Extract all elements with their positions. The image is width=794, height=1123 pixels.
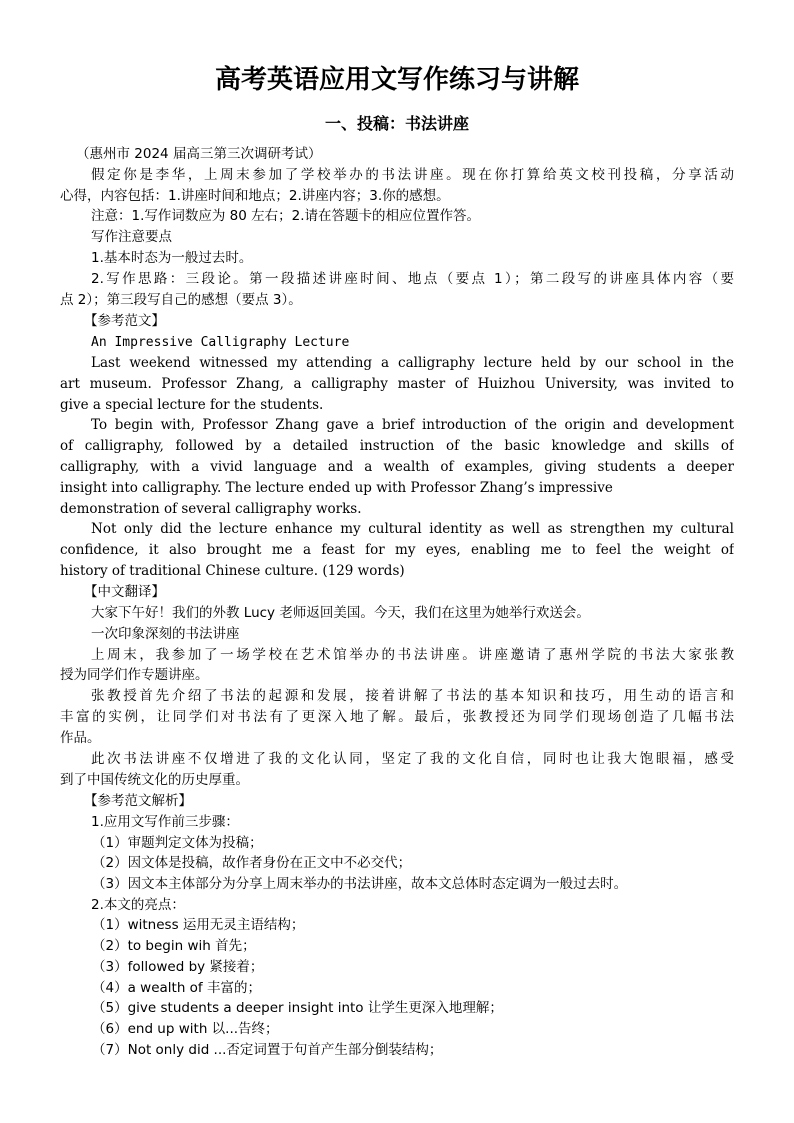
- sample-line: demonstration of several calligraphy works.: [60, 501, 362, 517]
- sample-line: confidence, it also brought me a feast for my eyes, enabling me to feel the weight of: [60, 542, 734, 558]
- analysis-heading: 【参考范文解析】: [84, 793, 192, 809]
- prompt-note: 注意：1.写作词数应为 80 左右；2.请在答题卡的相应位置作答。: [91, 208, 481, 224]
- sample-line: Last weekend witnessed my attending a calligraphy lecture held by our school in the: [91, 355, 734, 371]
- prompt-line: 假定你是李华，上周末参加了学校举办的书法讲座。现在你打算给英文校刊投稿，分享活动: [91, 167, 734, 183]
- source-note: （惠州市 2024 届高三第三次调研考试）: [76, 146, 322, 162]
- prompt-line: 心得，内容包括：1.讲座时间和地点；2.讲座内容；3.你的感想。: [60, 188, 450, 204]
- analysis-highlight: （1）witness 运用无灵主语结构；: [92, 917, 305, 933]
- translation-line: 此次书法讲座不仅增进了我的文化认同，坚定了我的文化自信，同时也让我大饱眼福，感受: [91, 751, 734, 767]
- key-point: 1.基本时态为一般过去时。: [91, 250, 253, 266]
- sample-line: insight into calligraphy. The lecture ended up with Professor Zhang’s impressive: [60, 480, 613, 496]
- analysis-highlight: （2）to begin wih 首先；: [92, 938, 256, 954]
- translation-title: 一次印象深刻的书法讲座: [91, 626, 240, 642]
- translation-line: 授为同学们作专题讲座。: [60, 667, 209, 683]
- translation-heading: 【中文翻译】: [84, 584, 165, 600]
- analysis-step: （3）因文本主体部分为分享上周末举办的书法讲座，故本文总体时态定调为一般过去时。: [92, 876, 628, 892]
- sample-title: An Impressive Calligraphy Lecture: [91, 335, 350, 350]
- sample-line: calligraphy, with a vivid language and a wealth of examples, giving students a deeper: [60, 459, 734, 475]
- translation-line: 丰富的实例，让同学们对书法有了更深入地了解。最后，张教授还为同学们现场创造了几幅书法: [60, 709, 734, 725]
- analysis-highlight: （3）followed by 紧接着；: [92, 959, 264, 975]
- translation-line: 作品。: [60, 730, 101, 746]
- analysis-step-heading: 1.应用文写作前三步骤：: [91, 814, 239, 830]
- key-point: 2.写作思路：三段论。第一段描述讲座时间、地点（要点 1）；第二段写的讲座具体内容（要: [91, 271, 734, 287]
- sample-line: of calligraphy, followed by a detailed instruction of the basic knowledge and skills of: [60, 438, 734, 454]
- sample-heading: 【参考范文】: [84, 313, 165, 329]
- analysis-highlight: （7）Not only did ...否定词置于句首产生部分倒装结构；: [92, 1042, 443, 1058]
- sample-line: Not only did the lecture enhance my cultural identity as well as strengthen my cultural: [91, 521, 734, 537]
- translation-intro: 大家下午好！我们的外教 Lucy 老师返回美国。今天，我们在这里为她举行欢送会。: [91, 605, 590, 621]
- sample-line: give a special lecture for the students.: [60, 397, 324, 413]
- analysis-highlight: （4）a wealth of 丰富的；: [92, 980, 261, 996]
- key-points-heading: 写作注意要点: [91, 229, 172, 245]
- analysis-step: （1）审题判定文体为投稿；: [92, 835, 263, 851]
- sample-line: To begin with, Professor Zhang gave a brief introduction of the origin and development: [91, 417, 734, 433]
- analysis-highlight-heading: 2.本文的亮点：: [91, 897, 185, 913]
- sample-line: art museum. Professor Zhang, a calligraphy master of Huizhou University, was invited to: [60, 376, 734, 392]
- key-point: 点 2）；第三段写自己的感想（要点 3）。: [60, 292, 302, 308]
- analysis-highlight: （5）give students a deeper insight into 让学生更深入地理解；: [92, 1000, 503, 1016]
- analysis-highlight: （6）end up with 以...告终；: [92, 1021, 279, 1037]
- translation-line: 到了中国传统文化的历史厚重。: [60, 772, 249, 788]
- analysis-step: （2）因文体是投稿，故作者身份在正文中不必交代；: [92, 855, 412, 871]
- sample-line: history of traditional Chinese culture. (129 words): [60, 563, 405, 579]
- translation-line: 张教授首先介绍了书法的起源和发展，接着讲解了书法的基本知识和技巧，用生动的语言和: [91, 688, 734, 704]
- translation-line: 上周末，我参加了一场学校在艺术馆举办的书法讲座。讲座邀请了惠州学院的书法大家张教: [91, 647, 734, 663]
- page-title: 高考英语应用文写作练习与讲解: [214, 65, 579, 95]
- section-title: 一、投稿：书法讲座: [324, 114, 469, 133]
